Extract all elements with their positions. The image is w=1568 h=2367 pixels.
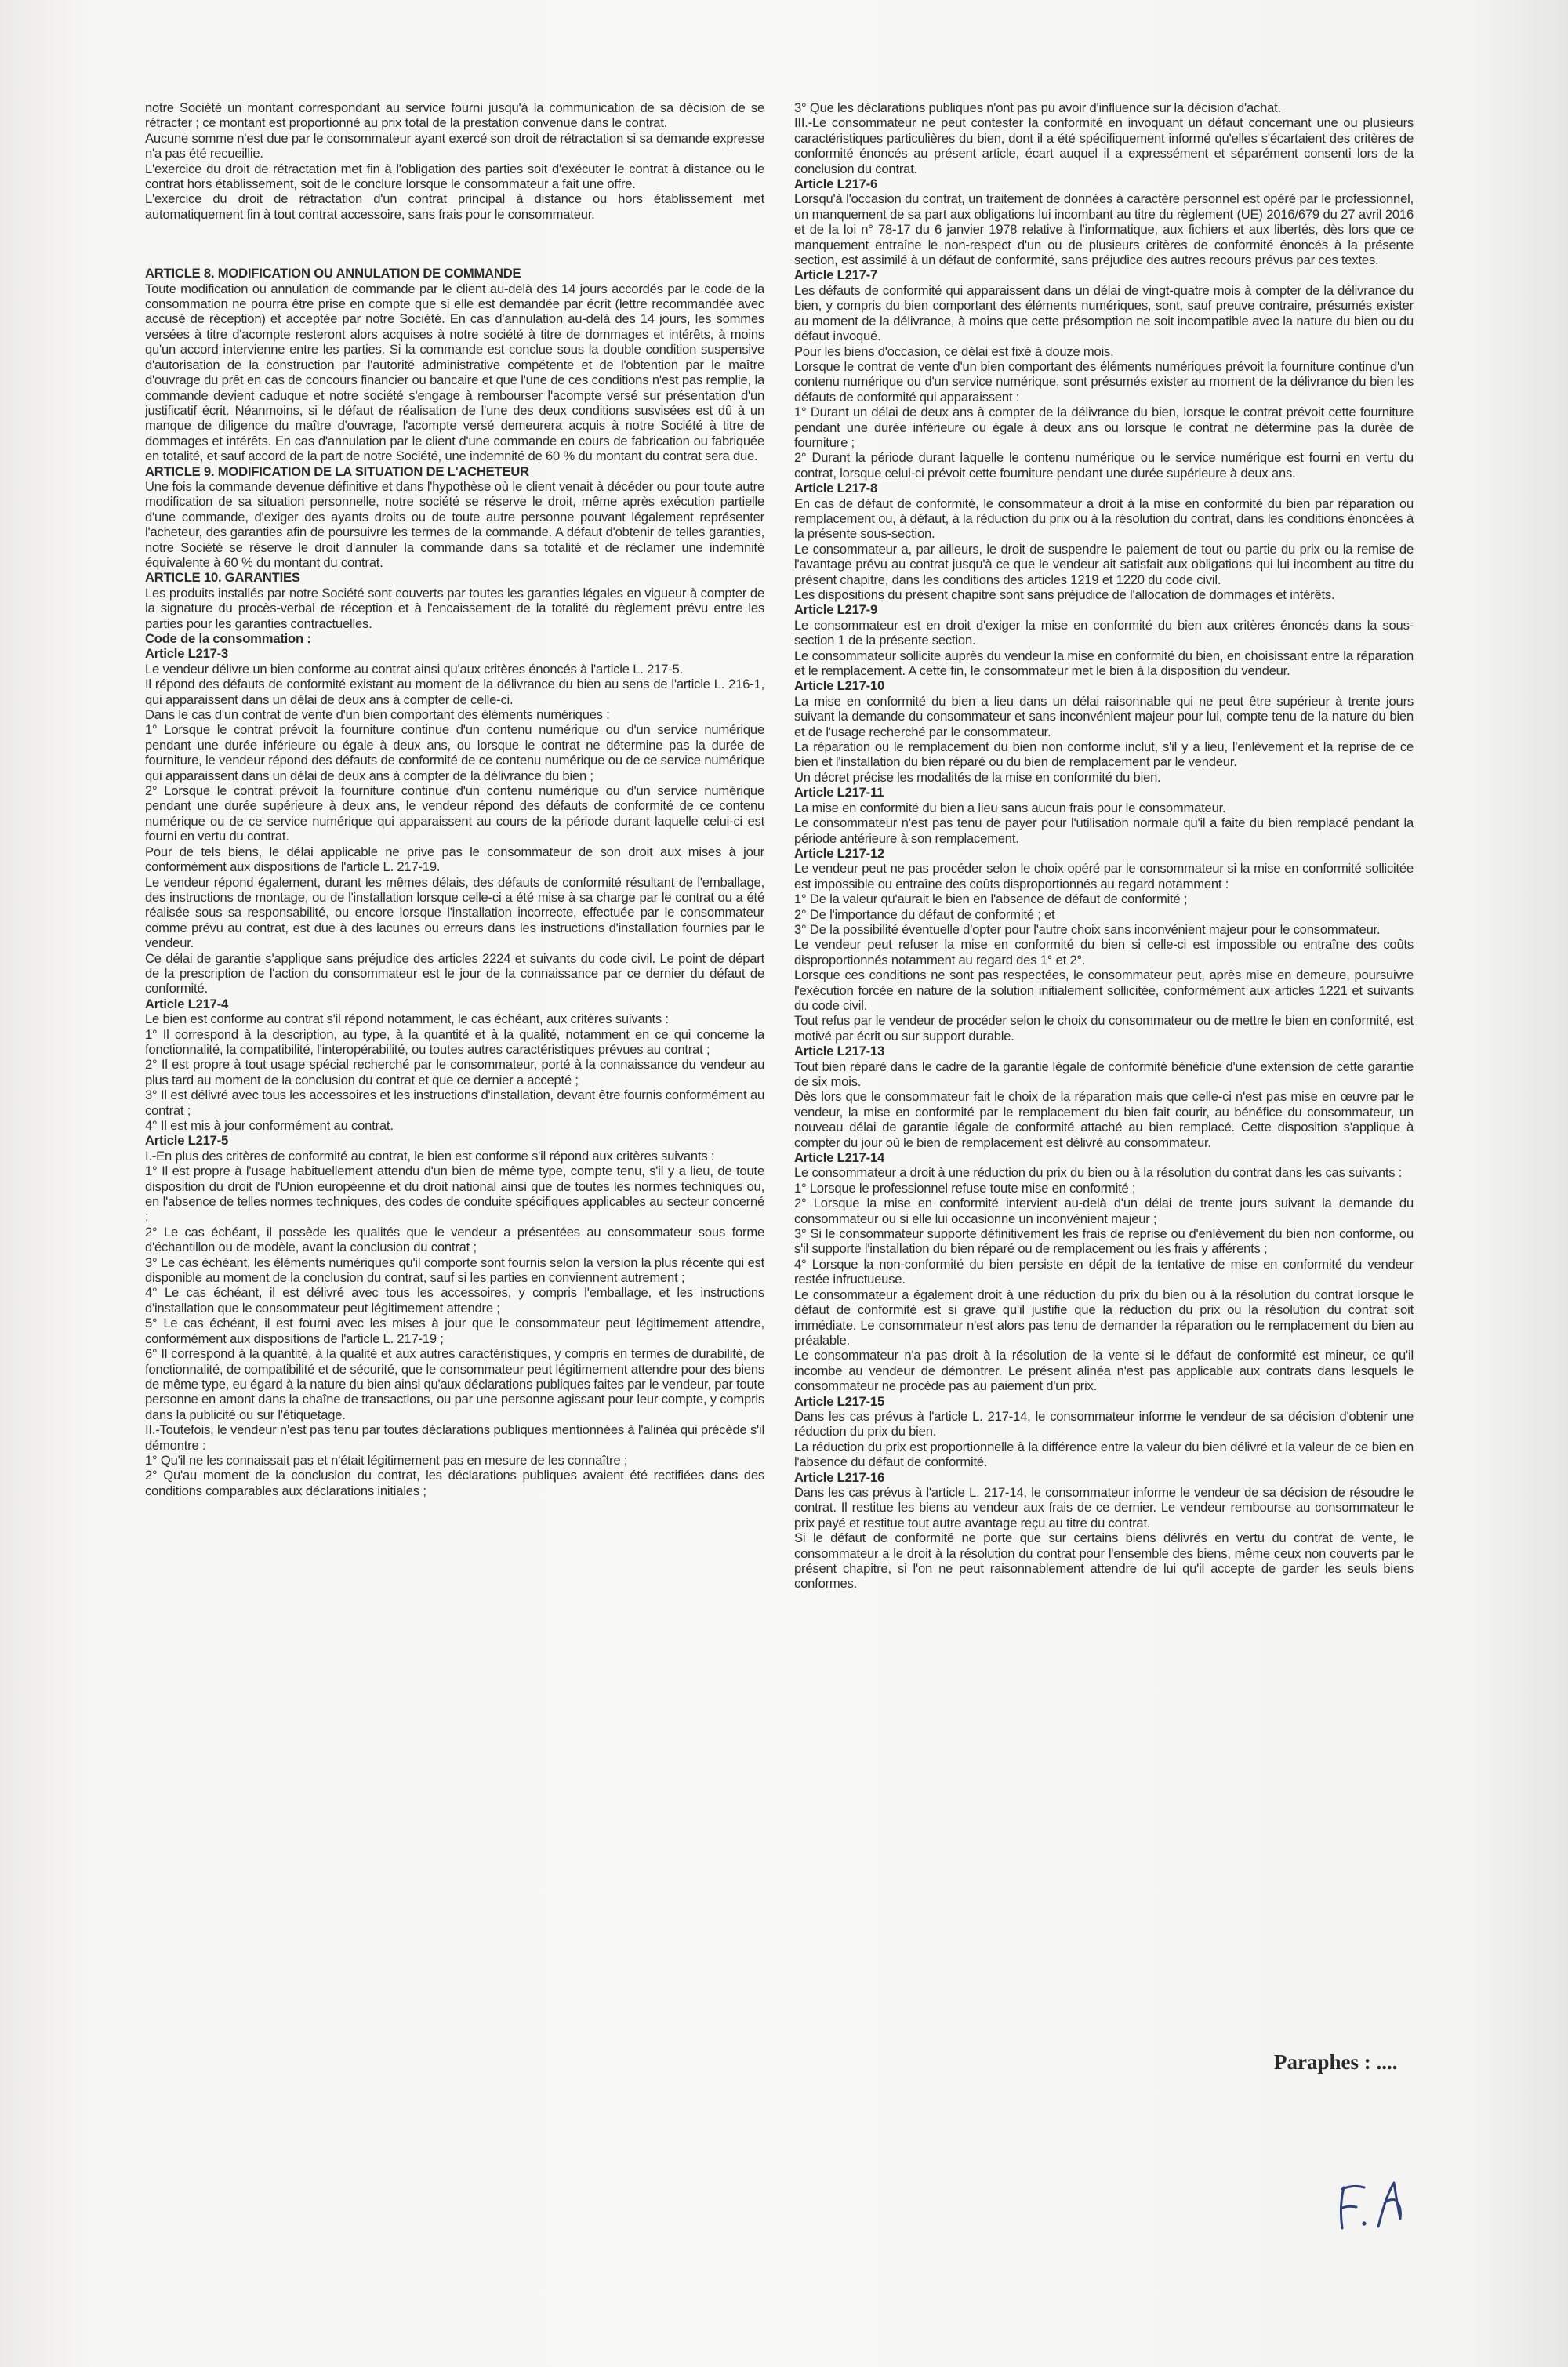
paragraph: 3° De la possibilité éventuelle d'opter pour l'autre choix sans inconvénient majeur pour le consommateur. (794, 921, 1381, 937)
article-8-heading: ARTICLE 8. MODIFICATION OU ANNULATION DE COMMANDE (145, 266, 521, 281)
article-9-heading: ARTICLE 9. MODIFICATION DE LA SITUATION DE L'ACHETEUR (145, 463, 529, 479)
article-l217-6-heading: Article L217-6 (794, 176, 878, 192)
article-l217-12-heading: Article L217-12 (794, 845, 885, 861)
paragraph: 1° Lorsque le contrat prévoit la fourniture continue d'un contenu numérique ou d'un service numérique pendant une durée inférieure ou égale à deux ans, ou lorsque le contrat ne détermine pas la durée de fourniture, le vendeur répond des défauts de conformité de ce contenu numérique ou de ce service numérique qui apparaissent dans un délai de deux ans à compter de la délivrance du bien ; (145, 722, 764, 783)
paragraph: Il répond des défauts de conformité existant au moment de la délivrance du bien au sens de l'article L. 216-1, qui apparaissent dans un délai de deux ans à compter de celle-ci. (145, 677, 764, 707)
paragraph: L'exercice du droit de rétractation met fin à l'obligation des parties soit d'exécuter le contrat à distance ou le contrat hors établissement, soit de le conclure lorsque le consommateur a fait une offre. (145, 161, 764, 192)
paragraph: Le consommateur est en droit d'exiger la mise en conformité du bien aux critères énoncés dans la sous-section 1 de la présente section. (794, 617, 1414, 648)
paragraph: Un décret précise les modalités de la mise en conformité du bien. (794, 769, 1161, 785)
paragraph: Le bien est conforme au contrat s'il répond notamment, le cas échéant, aux critères suivants : (145, 1011, 669, 1027)
paragraph: 2° Il est propre à tout usage spécial recherché par le consommateur, porté à la connaissance du vendeur au plus tard au moment de la conclusion du contrat et que ce dernier a accepté ; (145, 1057, 764, 1087)
article-l217-13-heading: Article L217-13 (794, 1044, 885, 1059)
right-column (794, 100, 1414, 2060)
article-l217-5-heading: Article L217-5 (145, 1133, 229, 1149)
paragraph: Lorsqu'à l'occasion du contrat, un traitement de données à caractère personnel est opéré par le professionnel, un manquement de sa part aux obligations lui incombant au titre du règlement (UE) 2016/679 du 27 avril 2016 et de la loi n° 78-17 du 6 janvier 1978 relative à l'informatique, aux fichiers et aux libertés, dès lors que ce manquement entraîne le non-respect d'un ou de plusieurs critères de conformité énoncés à la présente section, est assimilé à un défaut de conformité, sans préjudice des autres recours prévus par ces textes. (794, 191, 1414, 268)
paragraph: La mise en conformité du bien a lieu sans aucun frais pour le consommateur. (794, 800, 1226, 815)
paragraph: Le consommateur n'a pas droit à la résolution de la vente si le défaut de conformité est mineur, ce qu'il incombe au vendeur de démontrer. Le présent alinéa n'est pas applicable aux contrats dans lesquels le consommateur ne procède pas au paiement d'un prix. (794, 1348, 1414, 1394)
paragraph: 6° Il correspond à la quantité, à la qualité et aux autres caractéristiques, y compris en termes de durabilité, de fonctionnalité, de compatibilité et de sécurité, que le consommateur peut légitimement attendre pour des biens de même type, eu égard à la nature du bien ainsi qu'aux déclarations publiques faites par le vendeur, par toute personne en amont dans la chaîne de transactions, ou par une personne agissant pour leur compte, y compris dans la publicité ou sur l'étiquetage. (145, 1346, 764, 1422)
article-10-text: Les produits installés par notre Société sont couverts par toutes les garanties légales en vigueur à compter de la signature du procès-verbal de réception et à l'encaissement de la totalité du règlement prévu entre les parties pour les garanties contractuelles. (145, 585, 764, 631)
article-l217-4-heading: Article L217-4 (145, 996, 229, 1011)
article-l217-11-heading: Article L217-11 (794, 785, 884, 800)
paragraph: Le vendeur répond également, durant les mêmes délais, des défauts de conformité résultant de l'emballage, des instructions de montage, ou de l'installation lorsque celle-ci a été mise à sa charge par le contrat ou a été réalisée sous sa responsabilité, ou encore lorsque l'installation incorrecte, effectuée par le consommateur comme prévu au contrat, est due à des lacunes ou erreurs dans les instructions d'installation fournies par le vendeur. (145, 874, 764, 951)
paragraph: 4° Lorsque la non-conformité du bien persiste en dépit de la tentative de mise en conformité du vendeur restée infructueuse. (794, 1256, 1414, 1287)
paragraph: L'exercice du droit de rétractation d'un contrat principal à distance ou hors établissement met automatiquement fin à tout contrat accessoire, sans frais pour le consommateur. (145, 191, 764, 222)
paragraph: 2° Durant la période durant laquelle le contenu numérique ou le service numérique est fourni en vertu du contrat, lorsque celui-ci prévoit cette fourniture pendant une durée supérieure à deux ans. (794, 450, 1414, 481)
paragraph: 1° Lorsque le professionnel refuse toute mise en conformité ; (794, 1180, 1136, 1196)
paragraph: 1° Il est propre à l'usage habituellement attendu d'un bien de même type, compte tenu, s'il y a lieu, de toute disposition du droit de l'Union européenne et du droit national ainsi que de toutes les normes techniques ou, en l'absence de telles normes techniques, des codes de conduite spécifiques applicables au secteur concerné ; (145, 1164, 764, 1225)
article-l217-15-heading: Article L217-15 (794, 1393, 885, 1409)
paragraph: 3° Il est délivré avec tous les accessoires et les instructions d'installation, devant être fournis conformément au contrat ; (145, 1087, 764, 1118)
paragraph: Le consommateur a également droit à une réduction du prix du bien ou à la résolution du contrat lorsque le défaut de conformité est si grave qu'il justifie que la réduction du prix ou la résolution du contrat soit immédiate. Le consommateur n'est alors pas tenu de demander la réparation ou le remplacement du bien au préalable. (794, 1287, 1414, 1348)
article-l217-8-heading: Article L217-8 (794, 481, 878, 496)
paragraph: La réduction du prix est proportionnelle à la différence entre la valeur du bien délivré et la valeur de ce bien en l'absence du défaut de conformité. (794, 1439, 1414, 1470)
article-8-text: Toute modification ou annulation de commande par le client au-delà des 14 jours accordés par le code de la consommation ne pourra être prise en compte que si elle est demandée par écrit (lettre recommandée avec accusé de réception) et acceptée par notre Société. En cas d'annulation au-delà des 14 jours, les sommes versées à titre d'acompte resteront alors acquises à notre société à titre de dommages et intérêts, à moins qu'un accord intervienne entre les parties. Si la commande est conclue sous la double condition suspensive d'autorisation de la construction par l'autorité administrative compétente et de l'obtention par le maître d'ouvrage du prêt en cas de concours financier ou bancaire et que l'une de ces conditions n'est pas remplie, la commande devient caduque et notre société s'engage à rembourser l'acompte versé sur présentation d'un justificatif écrit. Néanmoins, si le défaut de réalisation de l'une des deux conditions susvisées est dû à un manque de diligence du maître d'ouvrage, l'acompte versé demeurera acquis à notre Société à titre de dommages et intérêts. En cas d'annulation par le client d'une commande en cours de fabrication ou fabriquée en totalité, et sauf accord de la part de notre Société, une indemnité de 60 % du montant du contrat sera due. (145, 281, 764, 464)
paragraph: 2° Qu'au moment de la conclusion du contrat, les déclarations publiques avaient été rectifiées dans des conditions comparables aux déclarations initiales ; (145, 1468, 764, 1498)
paragraph: Si le défaut de conformité ne porte que sur certains biens délivrés en vertu du contrat de vente, le consommateur a le droit à la résolution du contrat pour l'ensemble des biens, même ceux non couverts par le présent chapitre, si l'on ne peut raisonnablement attendre de lui qu'il accepte de garder les seuls biens conformes. (794, 1530, 1414, 1592)
paragraph: Dans les cas prévus à l'article L. 217-14, le consommateur informe le vendeur de sa décision de résoudre le contrat. Il restitue les biens au vendeur aux frais de ce dernier. Le vendeur rembourse au consommateur le prix payé et restitue tout autre avantage reçu au titre du contrat. (794, 1484, 1414, 1530)
paragraph: Ce délai de garantie s'applique sans préjudice des articles 2224 et suivants du code civil. Le point de départ de la prescription de l'action du consommateur est le jour de la connaissance par ce dernier du défaut de conformité. (145, 950, 764, 997)
paragraph: 3° Si le consommateur supporte définitivement les frais de reprise ou d'enlèvement du bien non conforme, ou s'il supporte l'installation du bien réparé ou de remplacement ou les frais y afférents ; (794, 1226, 1414, 1257)
paragraph: 5° Le cas échéant, il est fourni avec les mises à jour que le consommateur peut légitimement attendre, conformément aux dispositions de l'article L. 217-19 ; (145, 1316, 764, 1346)
code-heading: Code de la consommation : (145, 631, 311, 646)
paragraph: Les dispositions du présent chapitre sont sans préjudice de l'allocation de dommages et intérêts. (794, 587, 1335, 602)
paragraph: 3° Que les déclarations publiques n'ont pas pu avoir d'influence sur la décision d'achat. (794, 100, 1282, 115)
paragraph: En cas de défaut de conformité, le consommateur a droit à la mise en conformité du bien par réparation ou remplacement ou, à défaut, à la réduction du prix ou à la résolution du contrat, dans les conditions énoncées à la présente sous-section. (794, 496, 1414, 542)
paragraph: Le consommateur sollicite auprès du vendeur la mise en conformité du bien, en choisissant entre la réparation et le remplacement. A cette fin, le consommateur met le bien à la disposition du vendeur. (794, 648, 1414, 679)
paragraph: 4° Le cas échéant, il est délivré avec tous les accessoires, y compris l'emballage, et les instructions d'installation que le consommateur peut légitimement attendre ; (145, 1285, 764, 1316)
paraphes-label: Paraphes : .... (1274, 2050, 1398, 2074)
paragraph: Le consommateur a, par ailleurs, le droit de suspendre le paiement de tout ou partie du prix ou la remise de l'avantage prévu au contrat jusqu'à ce que le vendeur ait satisfait aux obligations qui lui incombent au titre du présent chapitre, dans les conditions des articles 1219 et 1220 du code civil. (794, 541, 1414, 587)
paragraph: Aucune somme n'est due par le consommateur ayant exercé son droit de rétractation si sa demande expresse n'a pas été recueillie. (145, 130, 764, 162)
paragraph: 1° Qu'il ne les connaissait pas et n'était légitimement pas en mesure de les connaître ; (145, 1452, 628, 1468)
paragraph: 2° De l'importance du défaut de conformité ; et (794, 906, 1055, 922)
article-l217-10-heading: Article L217-10 (794, 678, 885, 694)
paragraph: Pour les biens d'occasion, ce délai est fixé à douze mois. (794, 343, 1114, 359)
paragraph: 2° Le cas échéant, il possède les qualités que le vendeur a présentées au consommateur sous forme d'échantillon ou de modèle, avant la conclusion du contrat ; (145, 1224, 764, 1255)
paragraph: 3° Le cas échéant, les éléments numériques qu'il comporte sont fournis selon la version la plus récente qui est disponible au moment de la conclusion du contrat, sauf si les parties en conviennent autrement ; (145, 1254, 764, 1286)
article-9-text: Une fois la commande devenue définitive et dans l'hypothèse où le client venait à décéder ou pour toute autre modification de sa situation personnelle, notre société se réserve le droit, même après exécution partielle d'une commande, d'exiger des ayants droits ou de toute autre personne pouvant légalement représenter l'acheteur, des garanties afin de poursuivre les termes de la commande. A défaut d'obtenir de telles garanties, notre Société se réserve le droit d'annuler la commande dans sa totalité et de réclamer une indemnité équivalente à 60 % du montant du contrat. (145, 478, 764, 570)
handwritten-initials (1333, 2172, 1419, 2234)
paragraph: Le consommateur a droit à une réduction du prix du bien ou à la résolution du contrat dans les cas suivants : (794, 1165, 1403, 1181)
paragraph: 4° Il est mis à jour conformément au contrat. (145, 1118, 394, 1133)
article-10-heading: ARTICLE 10. GARANTIES (145, 570, 300, 586)
paragraph: Dans les cas prévus à l'article L. 217-14, le consommateur informe le vendeur de sa décision d'obtenir une réduction du prix du bien. (794, 1408, 1414, 1439)
paragraph: 1° Durant un délai de deux ans à compter de la délivrance du bien, lorsque le contrat prévoit cette fourniture pendant une durée inférieure ou égale à deux ans ou lorsque le contrat ne détermine pas la durée de fourniture ; (794, 405, 1414, 450)
paragraph: Lorsque le contrat de vente d'un bien comportant des éléments numériques prévoit la fourniture continue d'un contenu numérique ou d'un service numérique, sont présumés exister au moment de la délivrance du bien les défauts de conformité qui apparaissent : (794, 358, 1414, 405)
paragraph: Le vendeur peut ne pas procéder selon le choix opéré par le consommateur si la mise en conformité sollicitée est impossible ou entraîne des coûts disproportionnés au regard notamment : (794, 861, 1414, 891)
paragraph: II.-Toutefois, le vendeur n'est pas tenu par toutes déclarations publiques mentionnées à l'alinéa qui précède s'il démontre : (145, 1422, 764, 1453)
article-l217-16-heading: Article L217-16 (794, 1469, 885, 1485)
paragraph: III.-Le consommateur ne peut contester la conformité en invoquant un défaut concernant une ou plusieurs caractéristiques particulières du bien, dont il a été spécifiquement informé qu'elles s'écartaient des critères de conformité énoncés au présent article, écart auquel il a expressément et séparément consenti lors de la conclusion du contrat. (794, 115, 1414, 176)
paragraph: Le vendeur délivre un bien conforme au contrat ainsi qu'aux critères énoncés à l'article L. 217-5. (145, 661, 683, 677)
paragraph: Le consommateur n'est pas tenu de payer pour l'utilisation normale qu'il a faite du bien remplacé pendant la période antérieure à son remplacement. (794, 815, 1414, 846)
paragraph: 1° Il correspond à la description, au type, à la quantité et à la qualité, notamment en ce qui concerne la fonctionnalité, la compatibilité, l'interopérabilité, ou toutes autres caractéristiques prévues au contrat ; (145, 1026, 764, 1057)
article-l217-9-heading: Article L217-9 (794, 602, 878, 618)
paragraph: Dans le cas d'un contrat de vente d'un bien comportant des éléments numériques : (145, 707, 610, 723)
article-l217-3-heading: Article L217-3 (145, 646, 229, 662)
article-l217-7-heading: Article L217-7 (794, 267, 878, 283)
paragraph: Pour de tels biens, le délai applicable ne prive pas le consommateur de son droit aux mises à jour conformément aux dispositions de l'article L. 217-19. (145, 844, 764, 875)
paragraph: Dès lors que le consommateur fait le choix de la réparation mais que celle-ci n'est pas mise en œuvre par le vendeur, la mise en conformité par le remplacement du bien fait courir, au bénéfice du consommateur, un nouveau délai de garantie légale de conformité attaché au bien remplacé. Cette disposition s'applique à compter du jour où le bien de remplacement est délivré au consommateur. (794, 1089, 1414, 1150)
paragraph: I.-En plus des critères de conformité au contrat, le bien est conforme s'il répond aux critères suivants : (145, 1148, 715, 1164)
paragraph: notre Société un montant correspondant au service fourni jusqu'à la communication de sa décision de se rétracter ; ce montant est proportionné au prix total de la prestation convenue dans le contrat. (145, 100, 764, 131)
paragraph: 2° Lorsque le contrat prévoit la fourniture continue d'un contenu numérique ou d'un service numérique pendant une durée supérieure à deux ans, le vendeur répond des défauts de conformité de ce contenu numérique ou de ce service numérique qui apparaissent au cours de la période durant laquelle celui-ci est fourni en vertu du contrat. (145, 783, 764, 844)
paragraph: La réparation ou le remplacement du bien non conforme inclut, s'il y a lieu, l'enlèvement et la reprise de ce bien et l'installation du bien réparé ou du bien de remplacement par le vendeur. (794, 739, 1414, 770)
paragraph: La mise en conformité du bien a lieu dans un délai raisonnable qui ne peut être supérieur à trente jours suivant la demande du consommateur et sans inconvénient majeur pour lui, compte tenu de la nature du bien et de l'usage recherché par le consommateur. (794, 693, 1414, 739)
paragraph: 2° Lorsque la mise en conformité intervient au-delà d'un délai de trente jours suivant la demande du consommateur ou si elle lui occasionne un inconvénient majeur ; (794, 1196, 1414, 1226)
paragraph: Tout bien réparé dans le cadre de la garantie légale de conformité bénéficie d'une extension de cette garantie de six mois. (794, 1058, 1414, 1089)
article-l217-14-heading: Article L217-14 (794, 1150, 885, 1166)
paragraph: Le vendeur peut refuser la mise en conformité du bien si celle-ci est impossible ou entraîne des coûts disproportionnés notamment au regard des 1° et 2°. (794, 937, 1414, 967)
paragraph: Tout refus par le vendeur de procéder selon le choix du consommateur ou de mettre le bien en conformité, est motivé par écrit ou sur support durable. (794, 1013, 1414, 1044)
left-column (145, 100, 764, 2076)
paragraph: Les défauts de conformité qui apparaissent dans un délai de vingt-quatre mois à compter de la délivrance du bien, y compris du bien comportant des éléments numériques, sont, sauf preuve contraire, présumés exister au moment de la délivrance, à moins que cette présomption ne soit incompatible avec la nature du bien ou du défaut invoqué. (794, 282, 1414, 344)
paragraph: Lorsque ces conditions ne sont pas respectées, le consommateur peut, après mise en demeure, poursuivre l'exécution forcée en nature de la solution initialement sollicitée, conformément aux articles 1221 et suivants du code civil. (794, 967, 1414, 1013)
paragraph: 1° De la valeur qu'aurait le bien en l'absence de défaut de conformité ; (794, 891, 1188, 907)
